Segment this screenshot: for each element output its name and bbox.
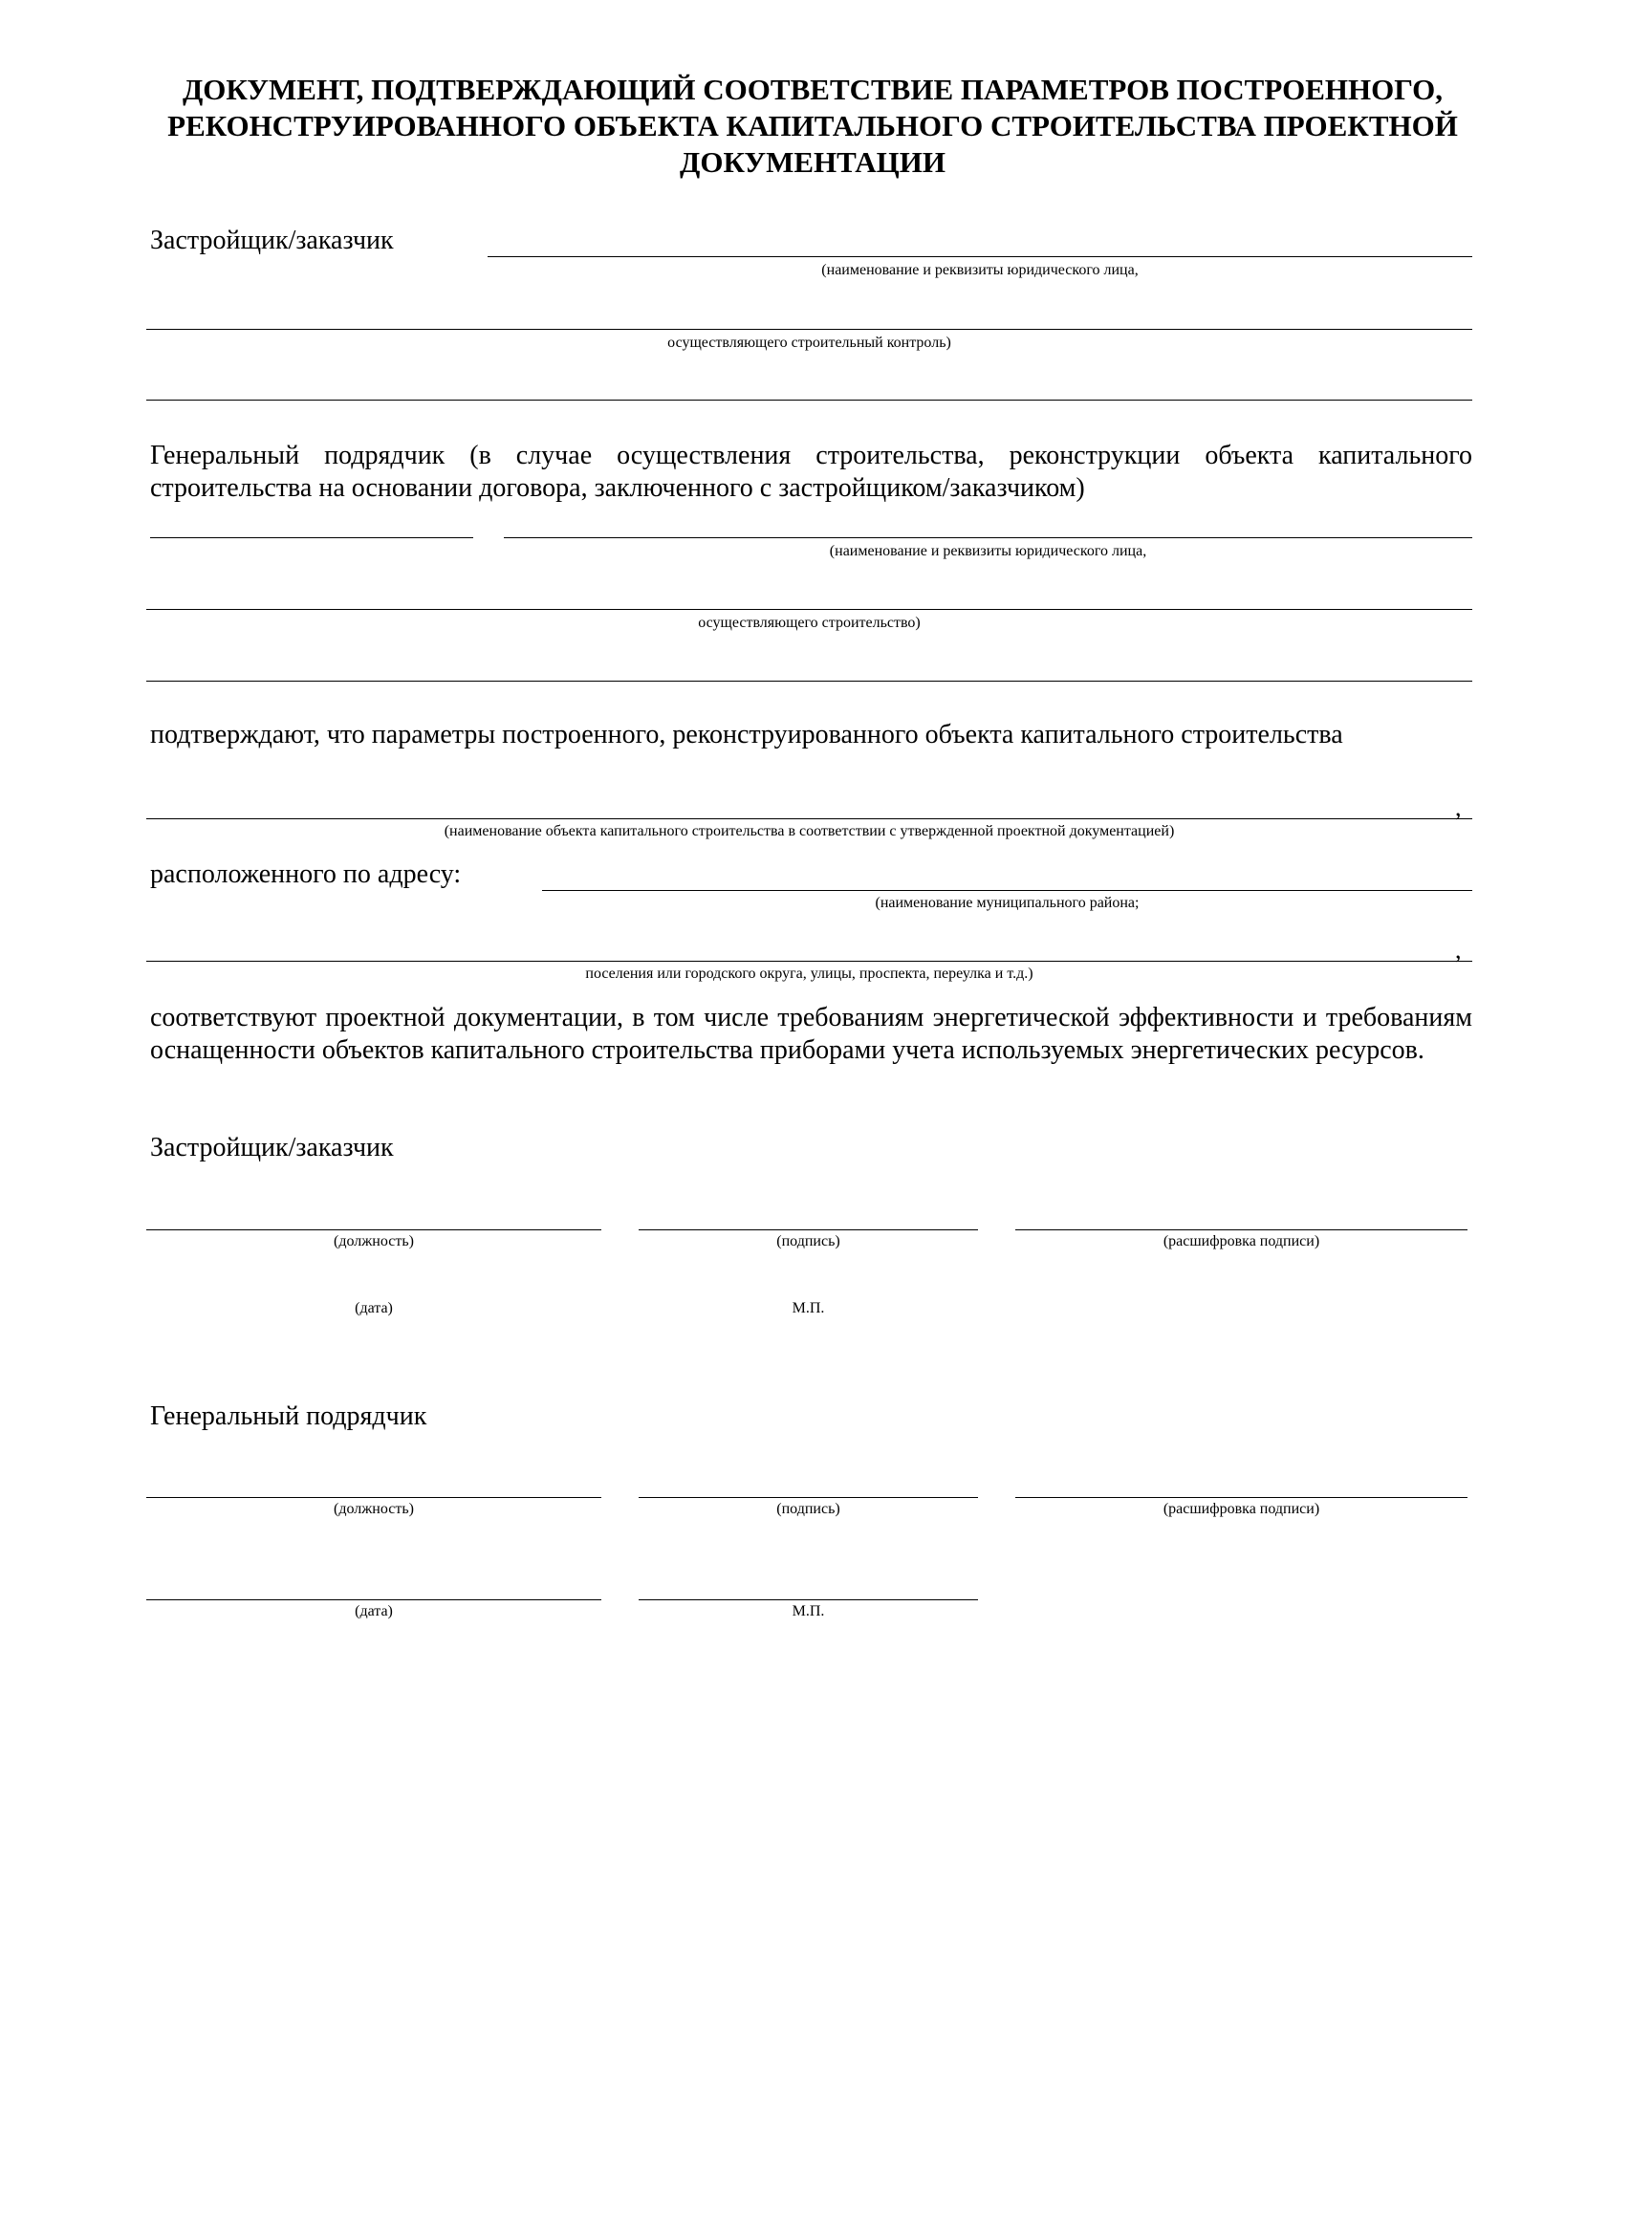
address-caption-2: поселения или городского округа, улицы, проспекта, переулка и т.д.) <box>585 966 1033 982</box>
address-line-2[interactable] <box>146 961 1472 962</box>
document-title <box>143 72 1482 181</box>
developer-caption-1: (наименование и реквизиты юридического лица, <box>821 262 1139 278</box>
contractor-decoding-caption: (расшифровка подписи) <box>1163 1501 1320 1517</box>
contractor-position-line[interactable] <box>146 1497 601 1498</box>
contractor-stamp-line[interactable] <box>639 1599 978 1600</box>
contractor-name-line[interactable] <box>504 537 1472 538</box>
contractor-name-line-2[interactable] <box>146 609 1472 610</box>
contractor-decoding-line[interactable] <box>1015 1497 1467 1498</box>
developer-signature-line[interactable] <box>639 1229 978 1230</box>
contractor-signature-caption: (подпись) <box>776 1501 840 1517</box>
address-line[interactable] <box>542 890 1472 891</box>
developer-position-line[interactable] <box>146 1229 601 1230</box>
address-comma: , <box>1455 936 1462 964</box>
developer-signature-label: Застройщик/заказчик <box>150 1133 394 1162</box>
object-name-line[interactable] <box>146 818 1472 819</box>
developer-position-caption: (должность) <box>334 1233 414 1249</box>
confirmation-text: подтверждают, что параметры построенного, реконструированного объекта капитального строительства <box>150 720 1343 749</box>
developer-name-line-3[interactable] <box>146 400 1472 401</box>
title-line-1: ДОКУМЕНТ, ПОДТВЕРЖДАЮЩИЙ СООТВЕТСТВИЕ ПАРАМЕТРОВ ПОСТРОЕННОГО, <box>182 73 1444 106</box>
contractor-position-caption: (должность) <box>334 1501 414 1517</box>
contractor-date-line[interactable] <box>146 1599 601 1600</box>
contractor-signature-line[interactable] <box>639 1497 978 1498</box>
contractor-text: Генеральный подрядчик (в случае осуществления строительства, реконструкции объекта капитального строительства на основании договора, заключенного с застройщиком/заказчиком) <box>150 441 1472 503</box>
contractor-date-caption: (дата) <box>355 1603 393 1619</box>
contractor-signature-label: Генеральный подрядчик <box>150 1401 427 1431</box>
developer-label: Застройщик/заказчик <box>150 226 394 255</box>
title-line-3: ДОКУМЕНТАЦИИ <box>680 145 946 179</box>
contractor-short-line[interactable] <box>150 537 473 538</box>
developer-decoding-caption: (расшифровка подписи) <box>1163 1233 1320 1249</box>
developer-decoding-line[interactable] <box>1015 1229 1467 1230</box>
developer-date-caption: (дата) <box>355 1300 393 1316</box>
contractor-caption-2: осуществляющего строительство) <box>698 615 921 631</box>
title-line-2: РЕКОНСТРУИРОВАННОГО ОБЪЕКТА КАПИТАЛЬНОГО СТРОИТЕЛЬСТВА ПРОЕКТНОЙ <box>167 109 1458 142</box>
contractor-name-line-3[interactable] <box>146 681 1472 682</box>
contractor-caption-1: (наименование и реквизиты юридического лица, <box>829 543 1147 559</box>
address-label: расположенного по адресу: <box>150 859 462 889</box>
object-comma: , <box>1455 793 1462 821</box>
developer-stamp-caption: М.П. <box>792 1300 825 1316</box>
object-caption: (наименование объекта капитального строительства в соответствии с утвержденной проектной документацией) <box>444 823 1175 839</box>
contractor-stamp-caption: М.П. <box>792 1603 825 1619</box>
developer-caption-2: осуществляющего строительный контроль) <box>667 335 951 351</box>
address-caption-1: (наименование муниципального района; <box>875 895 1140 911</box>
developer-name-line[interactable] <box>488 256 1472 257</box>
conformity-text: соответствуют проектной документации, в том числе требованиям энергетической эффективности и требованиям оснащенности объектов капитального строительства приборами учета используемых энергетических ресурсов. <box>150 1003 1472 1065</box>
developer-name-line-2[interactable] <box>146 329 1472 330</box>
developer-signature-caption: (подпись) <box>776 1233 840 1249</box>
